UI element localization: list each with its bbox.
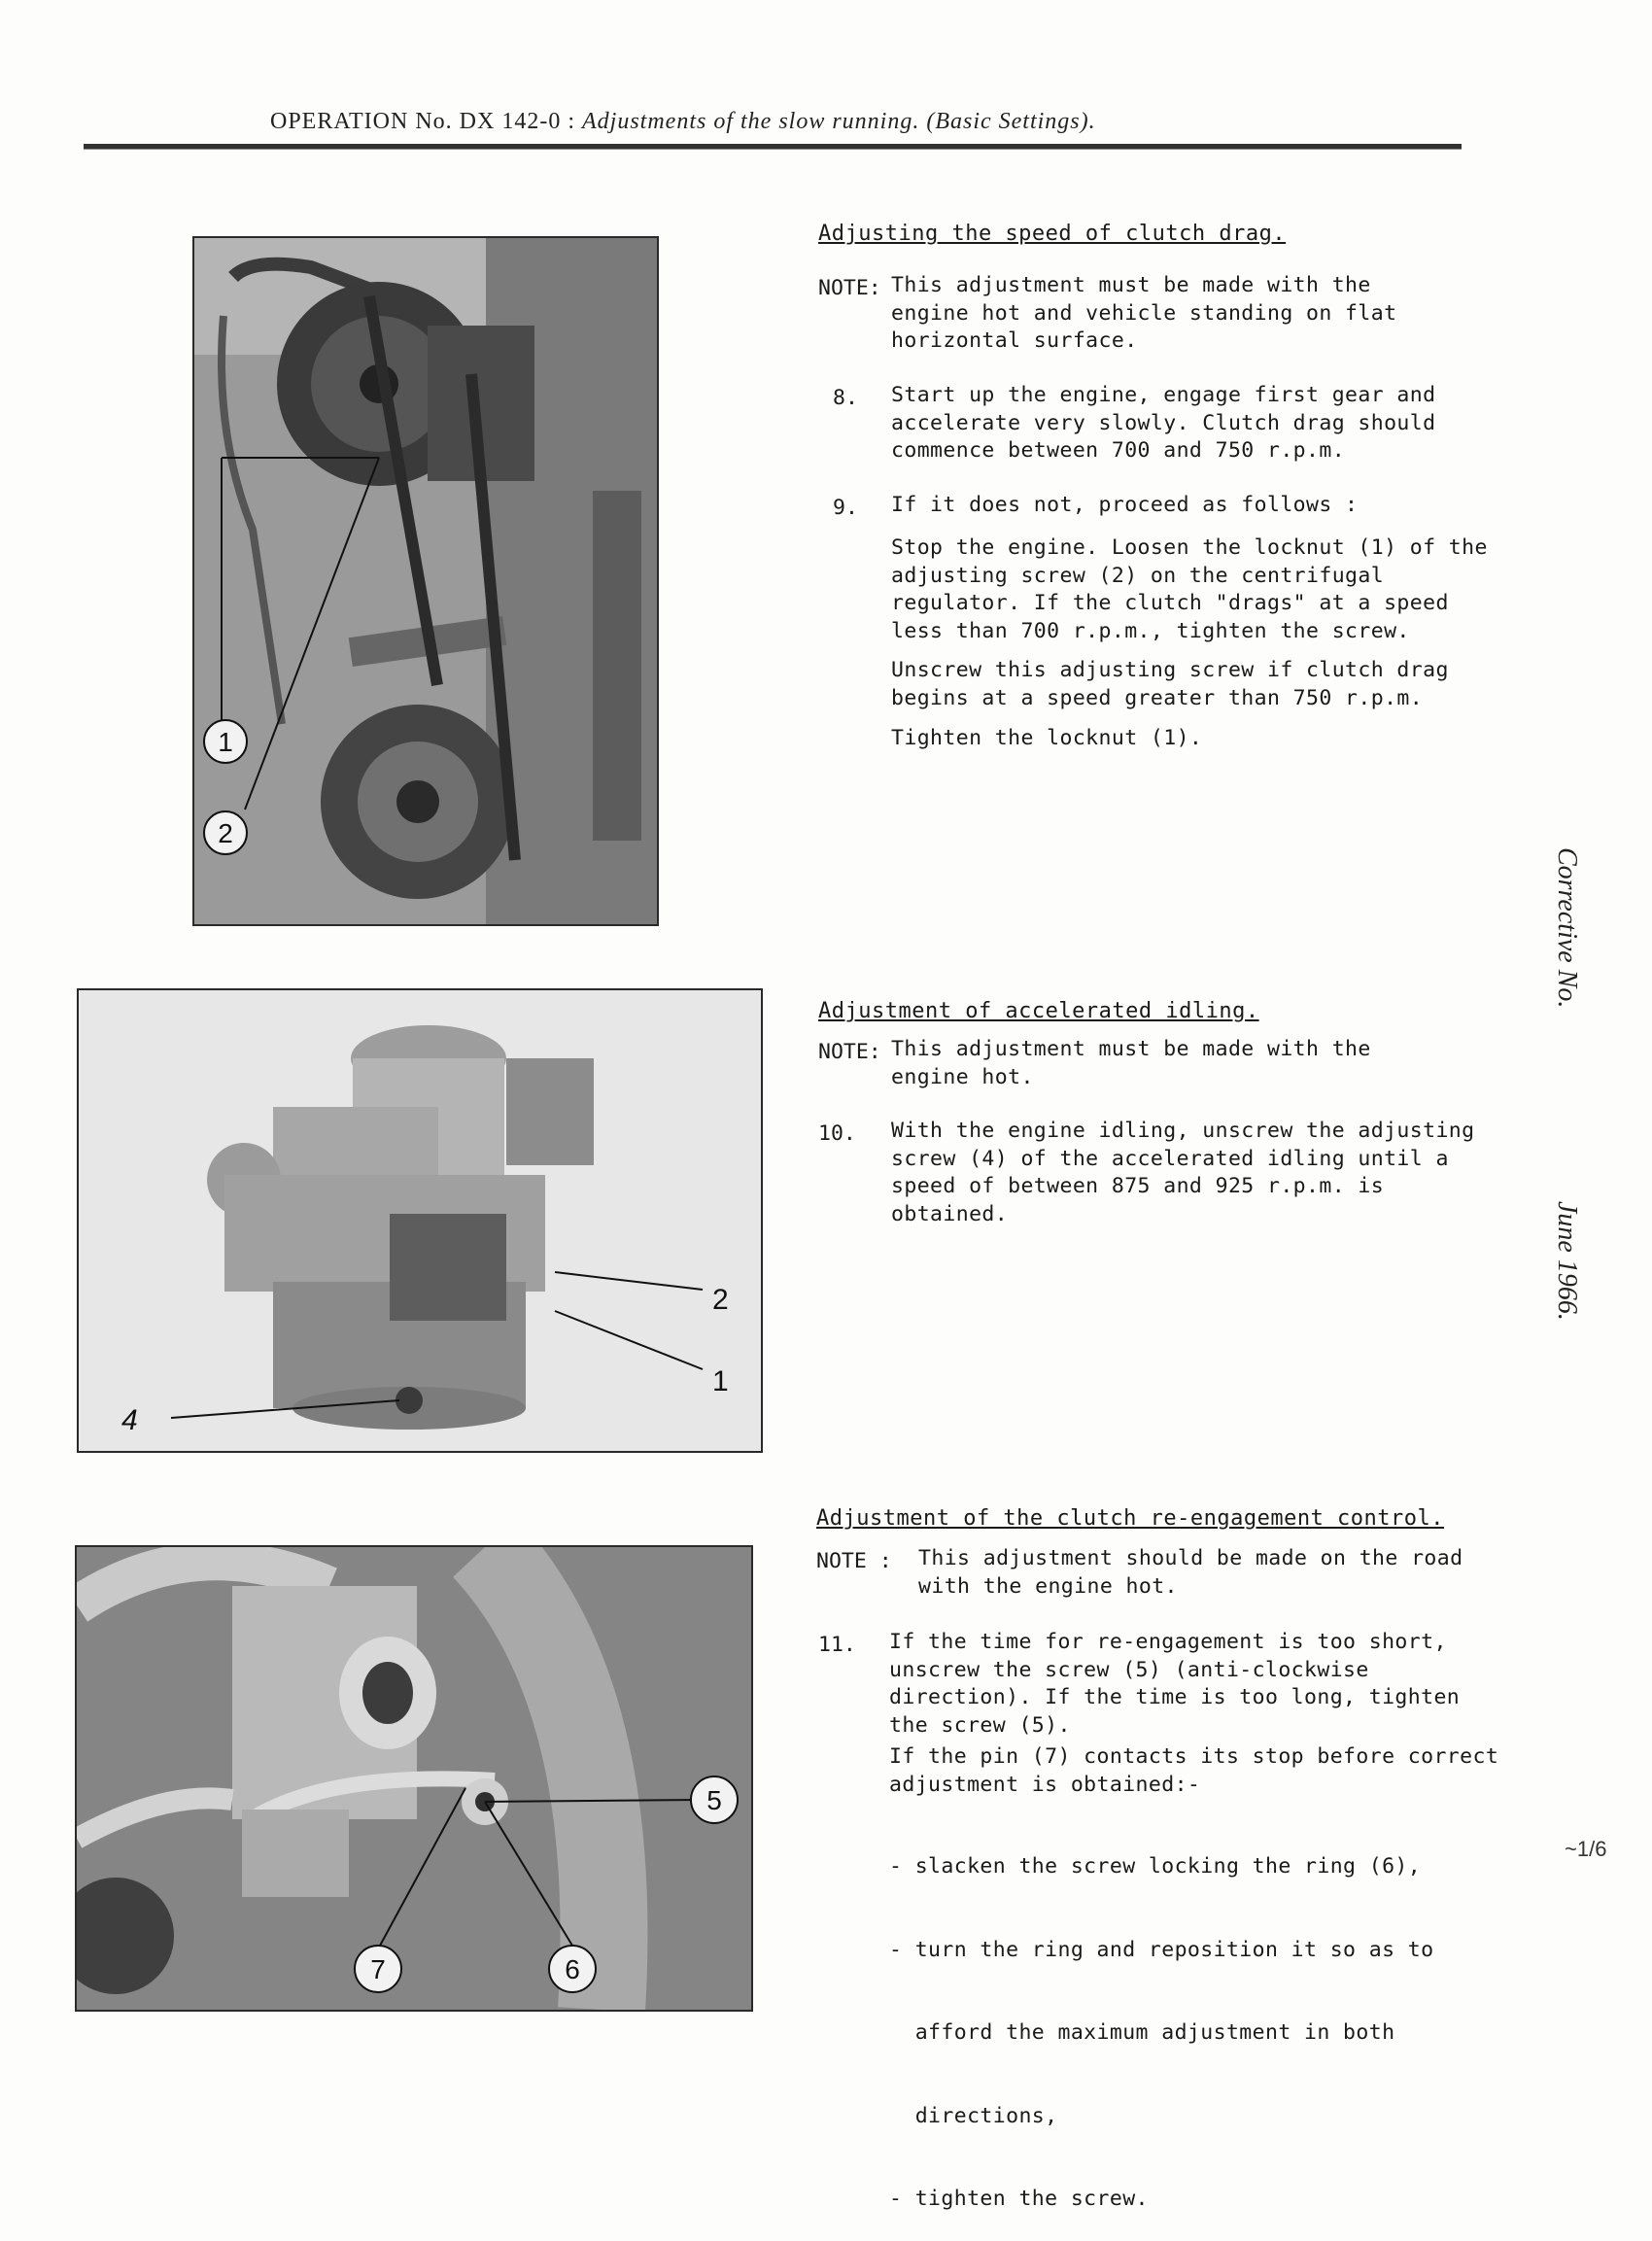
step9-paragraph-4: Tighten the locknut (1). xyxy=(891,726,1203,750)
fig2-callout-1: 1 xyxy=(712,1365,729,1397)
step10-text: With the engine idling, unscrew the adjusting screw (4) of the accelerated idling until a speed of between 875 and 925 r.p.m. is obtained. xyxy=(891,1119,1475,1226)
section2-note: This adjustment must be made with the engine hot. xyxy=(891,1037,1371,1089)
bullet-item: - turn the ring and reposition it so as to xyxy=(889,1937,1434,1962)
page-mark: ~1/6 xyxy=(1565,1837,1607,1861)
fig3-callout-5: 5 xyxy=(706,1785,722,1815)
bullet-item: afford the maximum adjustment in both xyxy=(889,2020,1395,2045)
fig1-callout-2: 2 xyxy=(218,818,233,848)
step11-bullet-list xyxy=(889,1798,1433,2241)
fig2-callout-2: 2 xyxy=(712,1284,729,1316)
fig1-callout-1: 1 xyxy=(218,727,233,757)
step9-number: 9. xyxy=(833,496,858,520)
figure-clutch-regulator-photo xyxy=(192,236,659,926)
section2-title: Adjustment of accelerated idling. xyxy=(818,999,1259,1023)
figure-reengagement-control-photo xyxy=(75,1545,753,2012)
step8-number: 8. xyxy=(833,386,858,410)
corrective-number-label: Corrective No. xyxy=(1552,847,1582,1009)
date-label: June 1966. xyxy=(1552,1201,1582,1321)
section1-title: Adjusting the speed of clutch drag. xyxy=(818,222,1287,246)
bullet-item: directions, xyxy=(889,2103,1058,2128)
page-header xyxy=(270,109,1096,135)
header-rule xyxy=(84,144,1462,150)
fig3-callout-7: 7 xyxy=(370,1954,386,1984)
step11-text: If the time for re-engagement is too short, unscrew the screw (5) (anti-clockwise direction). If the time is too long, tighten the screw (5). xyxy=(889,1630,1461,1738)
fig2-callout-4: 4 xyxy=(121,1404,138,1436)
operation-title: Adjustments of the slow running. (Basic Settings). xyxy=(582,109,1096,134)
bullet-item: - slacken the screw locking the ring (6), xyxy=(889,1854,1422,1879)
section3-note-label: NOTE : xyxy=(816,1549,892,1573)
step9-text: If it does not, proceed as follows : xyxy=(891,493,1359,517)
step11-paragraph-2: If the pin (7) contacts its stop before correct adjustment is obtained:- xyxy=(889,1744,1499,1797)
bullet-item: - tighten the screw. xyxy=(889,2187,1149,2211)
step11-number: 11. xyxy=(818,1633,856,1657)
step9-paragraph-3: Unscrew this adjusting screw if clutch drag begins at a speed greater than 750 r.p.m. xyxy=(891,658,1449,710)
figure-carburettor-photo xyxy=(77,988,763,1453)
step8-text: Start up the engine, engage first gear and accelerate very slowly. Clutch drag should commence between 700 and 750 r.p.m. xyxy=(891,383,1436,463)
step10-number: 10. xyxy=(818,1121,856,1146)
section2-note-label: NOTE: xyxy=(818,1040,881,1064)
section1-note-label: NOTE: xyxy=(818,276,881,300)
section1-note: This adjustment must be made with the engine hot and vehicle standing on flat horizontal surface. xyxy=(891,273,1397,353)
section3-title: Adjustment of the clutch re-engagement control. xyxy=(816,1506,1445,1531)
operation-number: OPERATION No. DX 142-0 : xyxy=(270,109,575,134)
fig3-callout-6: 6 xyxy=(565,1954,580,1984)
section3-note: This adjustment should be made on the road with the engine hot. xyxy=(918,1546,1463,1599)
step9-paragraph-2: Stop the engine. Loosen the locknut (1) of the adjusting screw (2) on the centrifugal regulator. If the clutch "drags" at a speed less than 700 r.p.m., tighten the screw. xyxy=(891,535,1488,643)
